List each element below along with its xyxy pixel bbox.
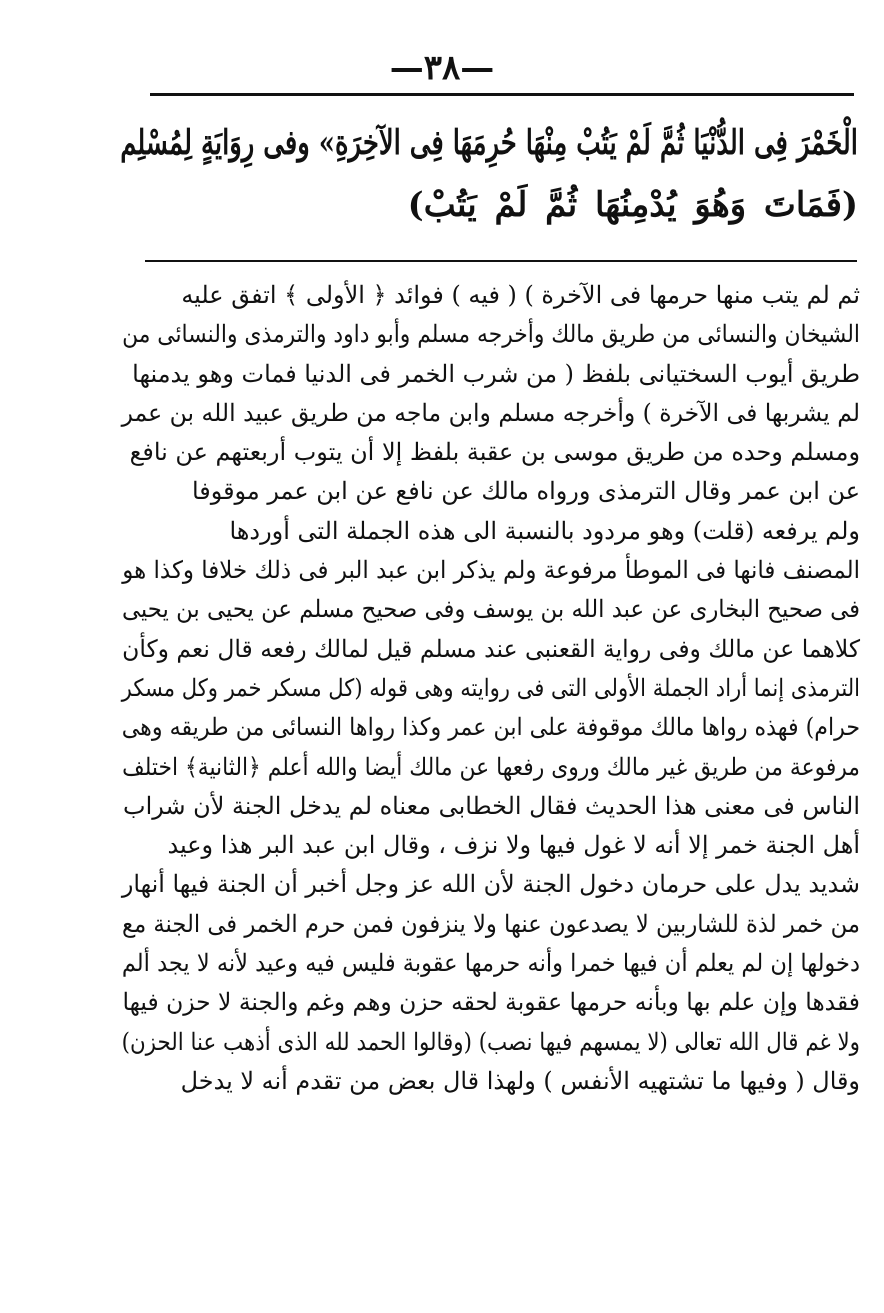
commentary-line: ولا غم قال الله تعالى (لا يمسهم فيها نصب) (وقالوا الحمد لله الذى أذهب عنا الحزن) <box>121 1027 860 1056</box>
page-number: —٣٨— <box>389 48 495 88</box>
commentary-line: ولم يرفعه (قلت) وهو مردود بالنسبة الى هذه الجملة التى أوردها <box>229 516 861 545</box>
hadith-line: الْخَمْرَ فِى الدُّنْيَا ثُمَّ لَمْ يَتُبْ مِنْهَا حُرِمَهَا فِى الآخِرَةِ» وفى رِوَايَةٍ لِمُسْلِم <box>120 123 858 163</box>
commentary-line: ومسلم وحده من طريق موسى بن عقبة بلفظ إلا أن يتوب أربعتهم عن نافع <box>129 438 861 467</box>
commentary-line: عن ابن عمر وقال الترمذى ورواه مالك عن نافع عن ابن عمر موقوفا <box>191 477 860 506</box>
commentary-line: ثم لم يتب منها حرمها فى الآخرة ) ( فيه ) فوائد ﴿ الأولى ﴾ اتفق عليه <box>181 281 860 309</box>
hadith-line: (فَمَاتَ وَهُوَ يُدْمِنُهَا ثُمَّ لَمْ يَتُبْ) <box>407 185 858 225</box>
commentary-line: مرفوعة من طريق غير مالك وروى رفعها عن مالك أيضا والله أعلم ﴿الثانية﴾ اختلف <box>122 752 860 781</box>
commentary-line: فى صحيح البخارى عن عبد الله بن يوسف وفى صحيح مسلم عن يحيى بن يحيى <box>121 595 861 624</box>
section-divider <box>145 260 857 262</box>
commentary-line: أهل الجنة خمر إلا أنه لا غول فيها ولا نزف ، وقال ابن عبد البر هذا وعيد <box>167 831 861 860</box>
header-rule <box>150 93 854 96</box>
commentary-line: الشيخان والنسائى من طريق مالك وأخرجه مسلم وأبو داود والترمذى والنسائى من <box>122 320 860 349</box>
commentary-line: شديد يدل على حرمان دخول الجنة لأن الله عز وجل أخبر أن الجنة فيها أنهار <box>121 870 860 899</box>
hadith-text <box>118 112 858 236</box>
commentary-line: دخولها إن لم يعلم أن فيها خمرا وأنه حرمها عقوبة فليس فيه وعيد لأنه لا يجد ألم <box>121 949 860 978</box>
commentary-line: كلاهما عن مالك وفى رواية القعنبى عند مسلم قيل لمالك رفعه قال نعم وكأن <box>122 634 861 663</box>
commentary-text <box>120 276 860 1101</box>
commentary-line: حرام) فهذه رواها مالك موقوفة على ابن عمر وكذا رواها النسائى من طريقه وهى <box>121 713 861 742</box>
commentary-line: طريق أيوب السختيانى بلفظ ( من شرب الخمر فى الدنيا فمات وهو يدمنها <box>132 359 861 388</box>
commentary-line: الترمذى إنما أراد الجملة الأولى التى فى روايته وهى قوله (كل مسكر خمر وكل مسكر <box>121 673 861 702</box>
commentary-line: من خمر لذة للشاربين لا يصدعون عنها ولا ينزفون فمن حرم الخمر فى الجنة مع <box>122 909 860 938</box>
commentary-line: فقدها وإن علم بها وبأنه حرمها عقوبة لحقه حزن وهم وغم والجنة لا حزن فيها <box>122 988 860 1017</box>
commentary-line: وقال ( وفيها ما تشتهيه الأنفس ) ولهذا قال بعض من تقدم أنه لا يدخل <box>180 1066 860 1095</box>
commentary-line: لم يشربها فى الآخرة ) وأخرجه مسلم وابن ماجه من طريق عبيد الله بن عمر <box>121 398 860 427</box>
commentary-line: المصنف فانها فى الموطأ مرفوعة ولم يذكر ابن عبد البر فى ذلك خلافا وكذا هو <box>122 556 860 585</box>
commentary-line: الناس فى معنى هذا الحديث فقال الخطابى معناه لم يدخل الجنة لأن شراب <box>123 791 860 820</box>
